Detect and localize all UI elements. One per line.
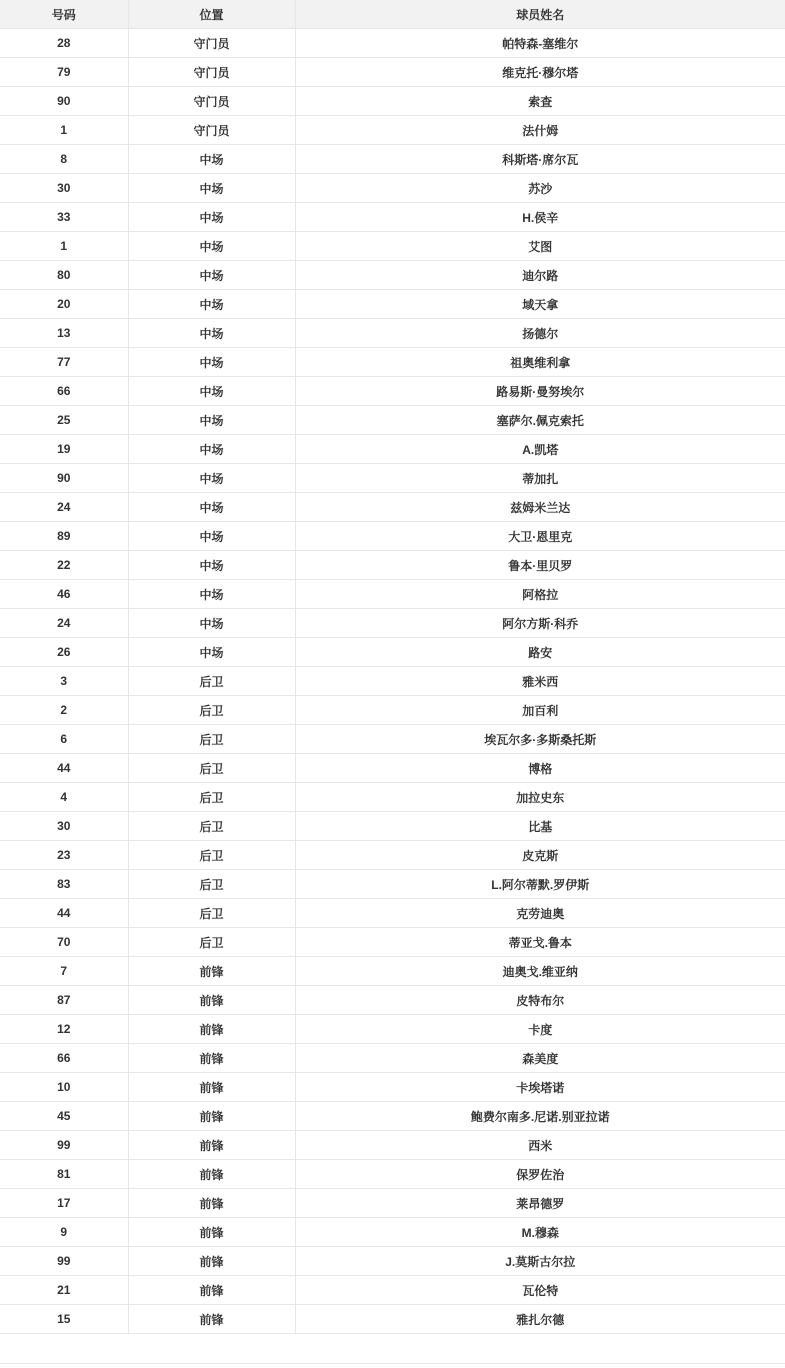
cell-name: 卡度 [295,1015,785,1044]
cell-name: 法什姆 [295,116,785,145]
table-row [0,1102,785,1131]
cell-number: 83 [0,870,128,899]
cell-number: 15 [0,1305,128,1334]
cell-position: 中场 [128,377,295,406]
cell-name: 西米 [295,1131,785,1160]
cell-number: 12 [0,1015,128,1044]
cell-position: 守门员 [128,58,295,87]
cell-name: 塞萨尔.佩克索托 [295,406,785,435]
cell-number: 66 [0,377,128,406]
cell-name: 雅米西 [295,667,785,696]
cell-position: 后卫 [128,725,295,754]
cell-number: 79 [0,58,128,87]
cell-name: L.阿尔蒂默.罗伊斯 [295,870,785,899]
cell-number: 77 [0,348,128,377]
table-row [0,464,785,493]
table-row [0,696,785,725]
table-row [0,174,785,203]
table-row [0,348,785,377]
cell-name: 加百利 [295,696,785,725]
cell-position: 前锋 [128,986,295,1015]
cell-position: 前锋 [128,1189,295,1218]
cell-name: 祖奥维利拿 [295,348,785,377]
table-row [0,667,785,696]
cell-name: 保罗佐治 [295,1160,785,1189]
table-header-row [0,0,785,29]
table-row [0,116,785,145]
cell-name: M.穆森 [295,1218,785,1247]
cell-name: 鲁本·里贝罗 [295,551,785,580]
cell-name: 路安 [295,638,785,667]
cell-position: 前锋 [128,957,295,986]
cell-number: 7 [0,957,128,986]
cell-name: 蒂加扎 [295,464,785,493]
table-row [0,928,785,957]
cell-position: 后卫 [128,754,295,783]
cell-number: 24 [0,493,128,522]
table-row [0,522,785,551]
cell-number: 70 [0,928,128,957]
table-row [0,406,785,435]
cell-name: 蒂亚戈.鲁本 [295,928,785,957]
cell-number: 17 [0,1189,128,1218]
cell-number: 24 [0,609,128,638]
cell-position: 中场 [128,493,295,522]
table-row [0,1189,785,1218]
cell-name: 维克托·穆尔塔 [295,58,785,87]
cell-name: 扬德尔 [295,319,785,348]
table-row [0,1247,785,1276]
cell-position: 后卫 [128,870,295,899]
table-row [0,609,785,638]
cell-name: 皮克斯 [295,841,785,870]
cell-number: 26 [0,638,128,667]
cell-number: 30 [0,174,128,203]
table-row [0,87,785,116]
table-row [0,377,785,406]
table-row [0,145,785,174]
table-row [0,1073,785,1102]
cell-number: 99 [0,1247,128,1276]
cell-number: 28 [0,29,128,58]
cell-name: 域天拿 [295,290,785,319]
table-row [0,986,785,1015]
table-row [0,290,785,319]
table-row [0,899,785,928]
cell-number: 80 [0,261,128,290]
cell-name: 迪奥戈.维亚纳 [295,957,785,986]
cell-name: 路易斯·曼努埃尔 [295,377,785,406]
cell-number: 19 [0,435,128,464]
table-row [0,261,785,290]
cell-position: 前锋 [128,1044,295,1073]
cell-name: 埃瓦尔多·多斯桑托斯 [295,725,785,754]
cell-position: 后卫 [128,899,295,928]
table-row [0,493,785,522]
table-row [0,754,785,783]
cell-number: 23 [0,841,128,870]
cell-name: 雅扎尔德 [295,1305,785,1334]
cell-position: 守门员 [128,87,295,116]
cell-number: 89 [0,522,128,551]
cell-number: 33 [0,203,128,232]
cell-number: 13 [0,319,128,348]
cell-position: 中场 [128,638,295,667]
table-row [0,1218,785,1247]
cell-position: 中场 [128,203,295,232]
table-row [0,551,785,580]
cell-number: 3 [0,667,128,696]
table-row [0,580,785,609]
table-row [0,638,785,667]
cell-number: 90 [0,464,128,493]
cell-number: 1 [0,116,128,145]
cell-position: 中场 [128,580,295,609]
cell-position: 前锋 [128,1160,295,1189]
cell-number: 87 [0,986,128,1015]
cell-number: 6 [0,725,128,754]
cell-name: 帕特森-塞维尔 [295,29,785,58]
cell-number: 66 [0,1044,128,1073]
cell-name: A.凯塔 [295,435,785,464]
cell-name: 科斯塔·席尔瓦 [295,145,785,174]
table-row [0,1044,785,1073]
cell-position: 中场 [128,261,295,290]
table-row [0,29,785,58]
cell-number: 44 [0,899,128,928]
cell-position: 后卫 [128,841,295,870]
cell-number: 25 [0,406,128,435]
cell-name: 大卫·恩里克 [295,522,785,551]
table-row [0,841,785,870]
cell-position: 中场 [128,174,295,203]
table-body [0,29,785,1334]
cell-name: 艾图 [295,232,785,261]
cell-position: 后卫 [128,812,295,841]
table-row [0,870,785,899]
cell-position: 后卫 [128,696,295,725]
cell-number: 81 [0,1160,128,1189]
cell-position: 后卫 [128,667,295,696]
table-row [0,1305,785,1334]
cell-position: 中场 [128,522,295,551]
cell-position: 中场 [128,609,295,638]
cell-number: 1 [0,232,128,261]
table-footer-empty-row [0,1334,785,1364]
table-row [0,435,785,464]
cell-name: J.莫斯古尔拉 [295,1247,785,1276]
cell-position: 守门员 [128,29,295,58]
table-row [0,1276,785,1305]
cell-name: 兹姆米兰达 [295,493,785,522]
cell-position: 中场 [128,319,295,348]
cell-number: 44 [0,754,128,783]
table-row [0,812,785,841]
cell-name: 森美度 [295,1044,785,1073]
cell-number: 99 [0,1131,128,1160]
table-row [0,319,785,348]
cell-position: 后卫 [128,928,295,957]
cell-number: 45 [0,1102,128,1131]
table-row [0,1160,785,1189]
table-row [0,232,785,261]
cell-number: 9 [0,1218,128,1247]
table-row [0,203,785,232]
column-header-number: 号码 [0,0,128,29]
cell-position: 前锋 [128,1073,295,1102]
cell-number: 2 [0,696,128,725]
cell-name: 克劳迪奥 [295,899,785,928]
cell-position: 中场 [128,406,295,435]
cell-name: 索查 [295,87,785,116]
cell-name: 莱昂德罗 [295,1189,785,1218]
cell-position: 中场 [128,348,295,377]
table-row [0,783,785,812]
cell-position: 中场 [128,232,295,261]
cell-name: 苏沙 [295,174,785,203]
cell-position: 前锋 [128,1247,295,1276]
cell-position: 前锋 [128,1102,295,1131]
cell-number: 46 [0,580,128,609]
cell-name: 阿尔方斯·科乔 [295,609,785,638]
table-row [0,58,785,87]
cell-number: 30 [0,812,128,841]
cell-position: 前锋 [128,1276,295,1305]
column-header-name: 球员姓名 [295,0,785,29]
table-row [0,1131,785,1160]
cell-name: 加拉史东 [295,783,785,812]
cell-position: 守门员 [128,116,295,145]
table-row [0,957,785,986]
cell-position: 前锋 [128,1305,295,1334]
cell-position: 中场 [128,551,295,580]
cell-position: 中场 [128,290,295,319]
cell-number: 4 [0,783,128,812]
cell-position: 前锋 [128,1015,295,1044]
cell-position: 中场 [128,464,295,493]
cell-name: 卡埃塔诺 [295,1073,785,1102]
cell-name: 瓦伦特 [295,1276,785,1305]
cell-name: 比基 [295,812,785,841]
cell-position: 前锋 [128,1131,295,1160]
table-row [0,725,785,754]
cell-name: 鲍费尔南多.尼诺.别亚拉诺 [295,1102,785,1131]
cell-position: 前锋 [128,1218,295,1247]
cell-position: 中场 [128,145,295,174]
cell-name: 博格 [295,754,785,783]
cell-name: 阿格拉 [295,580,785,609]
cell-number: 20 [0,290,128,319]
cell-number: 90 [0,87,128,116]
cell-name: 皮特布尔 [295,986,785,1015]
cell-number: 22 [0,551,128,580]
cell-number: 21 [0,1276,128,1305]
cell-number: 8 [0,145,128,174]
cell-name: H.侯辛 [295,203,785,232]
cell-position: 中场 [128,435,295,464]
table-row [0,1015,785,1044]
column-header-position: 位置 [128,0,295,29]
cell-number: 10 [0,1073,128,1102]
cell-position: 后卫 [128,783,295,812]
cell-name: 迪尔路 [295,261,785,290]
